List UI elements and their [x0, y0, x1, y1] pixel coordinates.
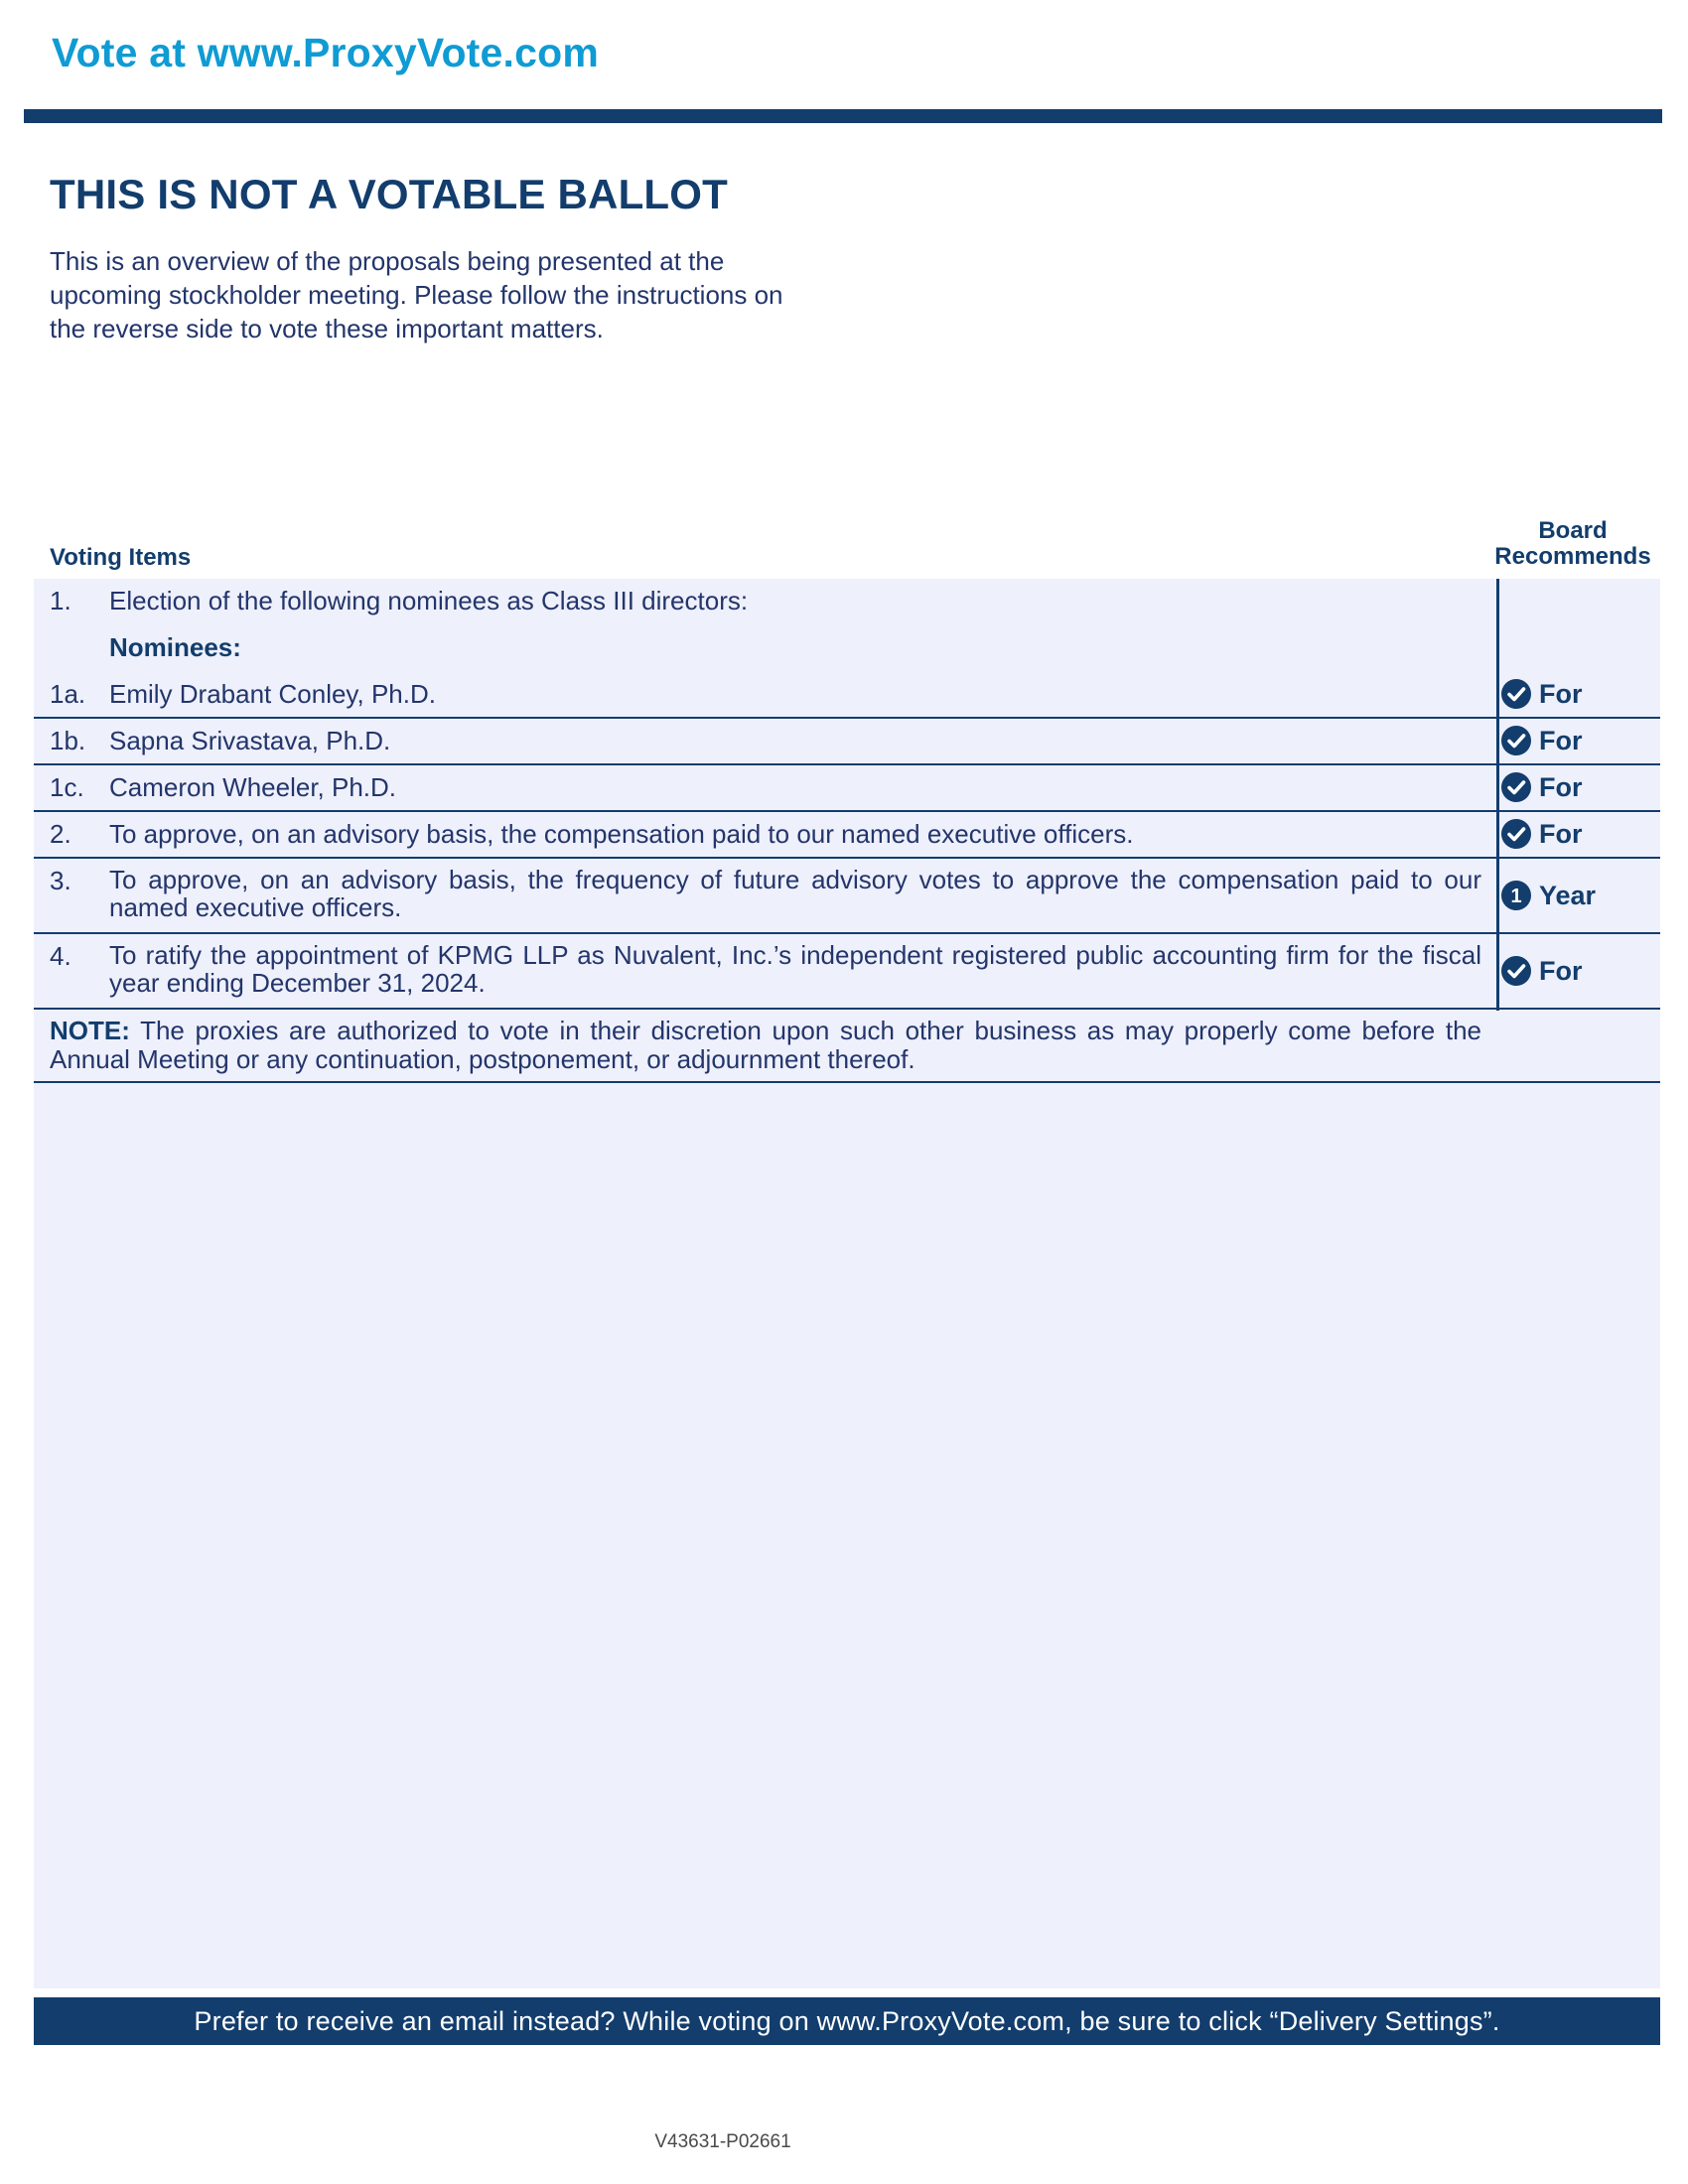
intro-text: [50, 244, 844, 345]
item-number: 4.: [50, 941, 71, 971]
board-recommendation: [1501, 817, 1583, 851]
item-text: To approve, on an advisory basis, the compensation paid to our named executive officers.: [109, 819, 1134, 849]
item-number: 1b.: [50, 726, 86, 755]
column-divider: [1496, 579, 1499, 1011]
row-divider: [34, 857, 1660, 859]
check-circle-icon: [1501, 819, 1531, 849]
item-number: 2.: [50, 819, 71, 849]
email-delivery-banner: [34, 1997, 1660, 2045]
check-circle-icon: [1501, 726, 1531, 755]
item-number: 1.: [50, 586, 71, 615]
item-text: Election of the following nominees as Class III directors:: [109, 586, 749, 615]
page-title: THIS IS NOT A VOTABLE BALLOT: [50, 171, 729, 217]
check-circle-icon: [1501, 772, 1531, 802]
board-recommendation: [1501, 954, 1583, 988]
check-circle-icon: [1501, 679, 1531, 709]
check-circle-icon: [1501, 956, 1531, 986]
board-recommendation: [1501, 677, 1583, 711]
item-number: 1a.: [50, 679, 86, 709]
board-recommends-header: [1483, 518, 1662, 570]
banner-text: Prefer to receive an email instead? While voting on www.ProxyVote.com, be sure to click “Delivery Settings”.: [194, 2005, 1500, 2036]
row-divider: [34, 763, 1660, 765]
intro-line: the reverse side to vote these important matters.: [50, 314, 604, 343]
recommendation-label: Year: [1539, 880, 1597, 910]
proxyvote-link[interactable]: Vote at www.ProxyVote.com: [52, 30, 600, 75]
note-body: The proxies are authorized to vote in their discretion upon such other business as may properly come before the Annual Meeting or any continuation, postponement, or adjournment thereof.: [50, 1016, 1481, 1074]
item-number: 3.: [50, 866, 71, 895]
recommendation-label: For: [1539, 818, 1583, 849]
item-text: To ratify the appointment of KPMG LLP as Nuvalent, Inc.’s independent registered public accounting firm for the fiscal year ending December 31, 2024.: [109, 940, 1481, 998]
row-divider: [34, 932, 1660, 934]
item-text: Cameron Wheeler, Ph.D.: [109, 772, 397, 802]
item-text: Emily Drabant Conley, Ph.D.: [109, 679, 436, 709]
recommendation-label: For: [1539, 725, 1583, 755]
intro-line: upcoming stockholder meeting. Please follow the instructions on: [50, 280, 783, 310]
note-divider: [34, 1081, 1660, 1083]
header-rule: [24, 109, 1662, 123]
item-text: Sapna Srivastava, Ph.D.: [109, 726, 391, 755]
recommendation-label: For: [1539, 678, 1583, 709]
svg-text:1: 1: [1510, 886, 1522, 907]
board-recommendation: [1501, 724, 1583, 757]
board-header-line: Board: [1538, 517, 1608, 544]
document-code: V43631-P02661: [654, 2131, 791, 2152]
note-label: NOTE:: [50, 1016, 130, 1045]
recommendation-label: For: [1539, 771, 1583, 802]
item-number: 1c.: [50, 772, 84, 802]
nominees-label: Nominees:: [109, 632, 241, 662]
note-text: [50, 1017, 1481, 1074]
board-recommendation: [1501, 770, 1583, 804]
intro-line: This is an overview of the proposals being presented at the: [50, 246, 725, 276]
voting-items-header: Voting Items: [50, 544, 192, 571]
item-text: To approve, on an advisory basis, the frequency of future advisory votes to approve the compensation paid to our named executive officers.: [109, 865, 1481, 922]
recommendation-label: For: [1539, 955, 1583, 986]
row-divider: [34, 1008, 1660, 1010]
board-header-line: Recommends: [1494, 543, 1651, 570]
board-recommendation: [1501, 879, 1596, 912]
row-divider: [34, 810, 1660, 812]
number-one-circle-icon: [1501, 881, 1531, 910]
row-divider: [34, 717, 1660, 719]
